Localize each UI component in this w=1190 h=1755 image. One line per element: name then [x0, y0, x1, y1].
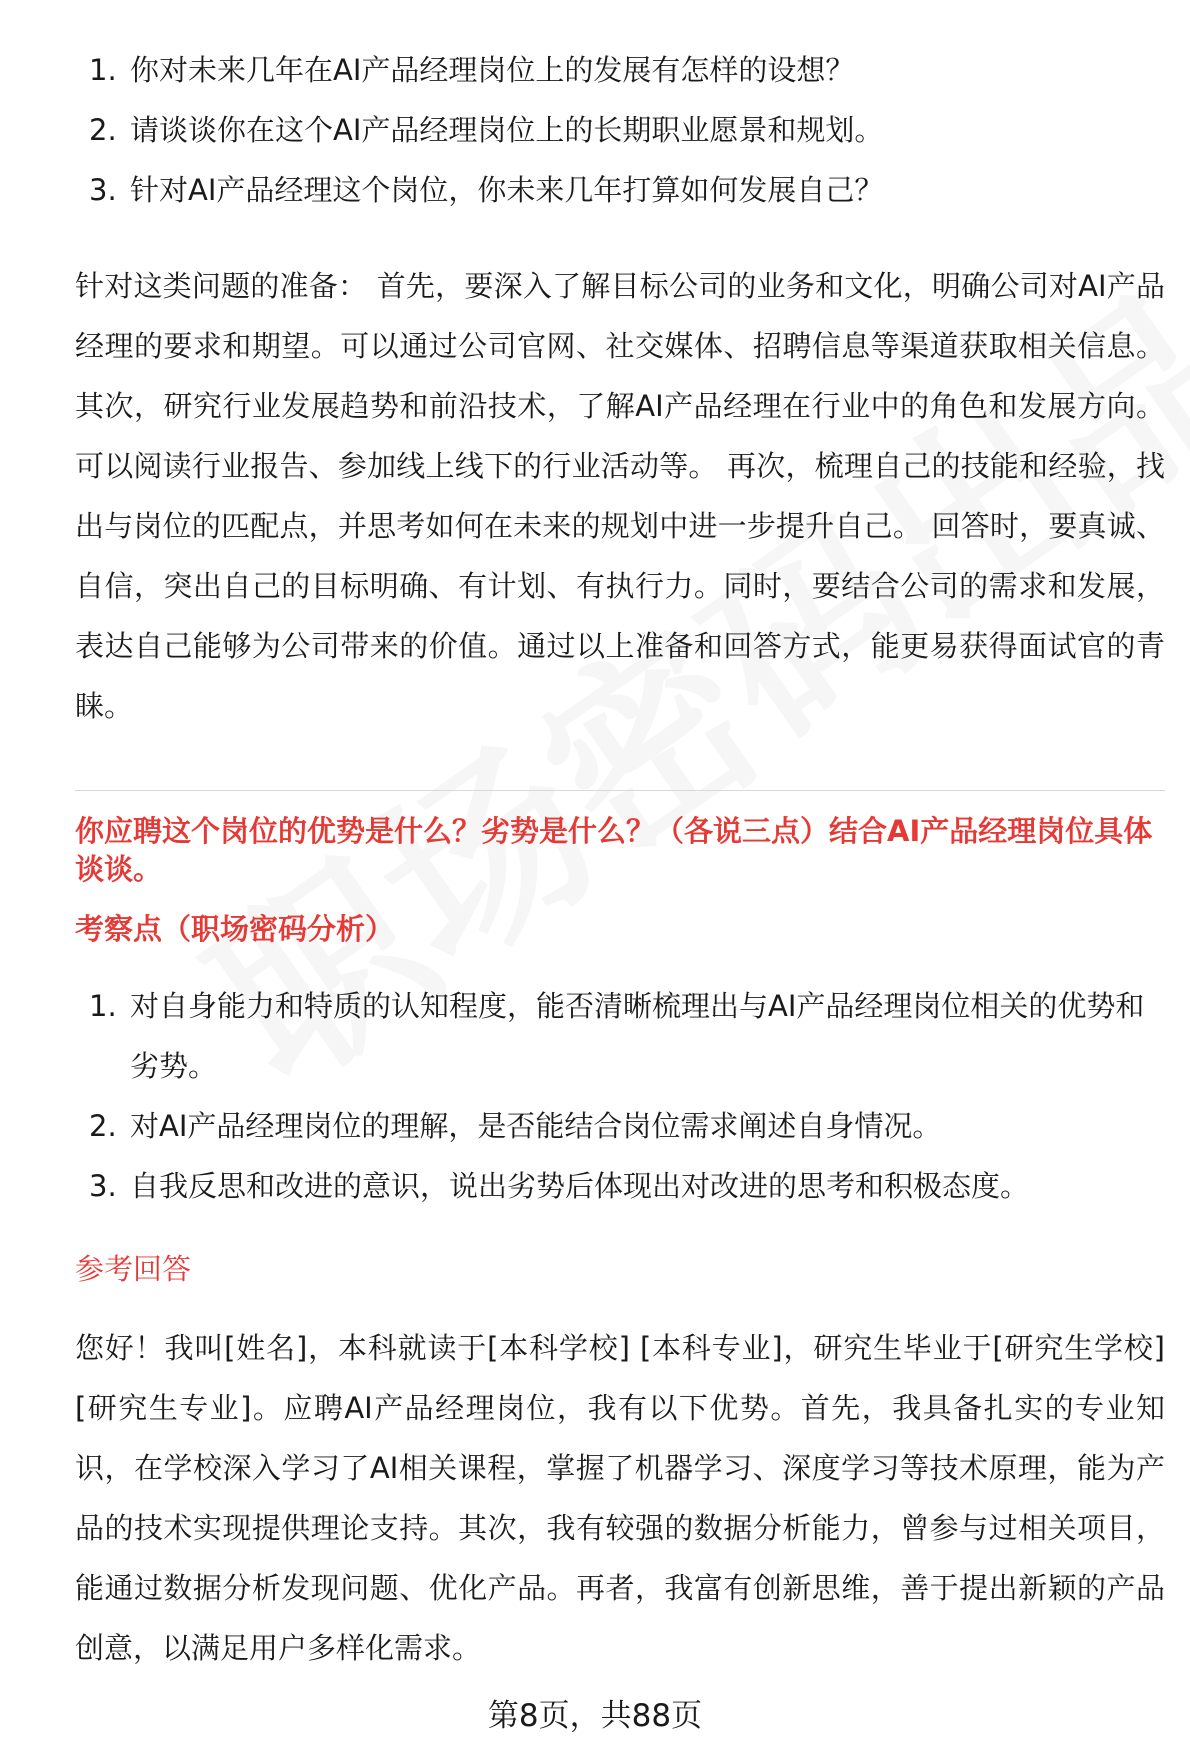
- prep-paragraph: 针对这类问题的准备： 首先，要深入了解目标公司的业务和文化，明确公司对AI产品经理的要求和期望。可以通过公司官网、社交媒体、招聘信息等渠道获取相关信息。 其次，研究行业发展趋势和前沿技术，了解AI产品经理在行业中的角色和发展方向。可以阅读行业报告、参加线上线下的行业活动等。 再次，梳理自己的技能和经验，找出与岗位的匹配点，并思考如何在未来的规划中进一步提升自己。 回答时，要真诚、自信，突出自己的目标明确、有计划、有执行力。同时，要结合公司的需求和发展，表达自己能够为公司带来的价值。通过以上准备和回答方式，能更易获得面试官的青睐。: [75, 269, 1165, 723]
- list-item: 3. 针对AI产品经理这个岗位，你未来几年打算如何发展自己？: [89, 173, 884, 207]
- list-item: 2. 请谈谈你在这个AI产品经理岗位上的长期职业愿景和规划。: [89, 113, 884, 147]
- answer-section: [75, 1250, 1165, 1288]
- section-divider: [75, 790, 1165, 791]
- exam-heading: 考察点（职场密码分析）: [75, 912, 395, 946]
- list-item: 3. 自我反思和改进的意识，说出劣势后体现出对改进的思考和积极态度。: [89, 1169, 1030, 1203]
- page-number: 第8页，共88页: [487, 1698, 703, 1734]
- exam-section: [75, 910, 1165, 948]
- list-exam-points: [75, 976, 1165, 1216]
- answer-heading: 参考回答: [75, 1252, 192, 1286]
- list-item: 1. 对自身能力和特质的认知程度，能否清晰梳理出与AI产品经理岗位相关的优势和劣势。: [89, 989, 1145, 1083]
- question-heading: 你应聘这个岗位的优势是什么？劣势是什么？（各说三点）结合AI产品经理岗位具体谈谈。: [75, 814, 1153, 886]
- list-item: 2. 对AI产品经理岗位的理解，是否能结合岗位需求阐述自身情况。: [89, 1109, 942, 1143]
- answer-body: [75, 1318, 1165, 1678]
- list-future-plans: [75, 40, 1165, 220]
- question-section: [75, 812, 1165, 888]
- answer-paragraph: 您好！我叫[姓名]，本科就读于[本科学校] [本科专业]，研究生毕业于[研究生学校] [研究生专业]。应聘AI产品经理岗位，我有以下优势。首先，我具备扎实的专业知识，在学校深入学习了AI相关课程，掌握了机器学习、深度学习等技术原理，能为产品的技术实现提供理论支持。其次，我有较强的数据分析能力，曾参与过相关项目，能通过数据分析发现问题、优化产品。再者，我富有创新思维，善于提出新颖的产品创意，以满足用户多样化需求。: [75, 1331, 1165, 1665]
- prep-section: [75, 256, 1165, 736]
- list-item: 1. 你对未来几年在AI产品经理岗位上的发展有怎样的设想？: [89, 53, 855, 87]
